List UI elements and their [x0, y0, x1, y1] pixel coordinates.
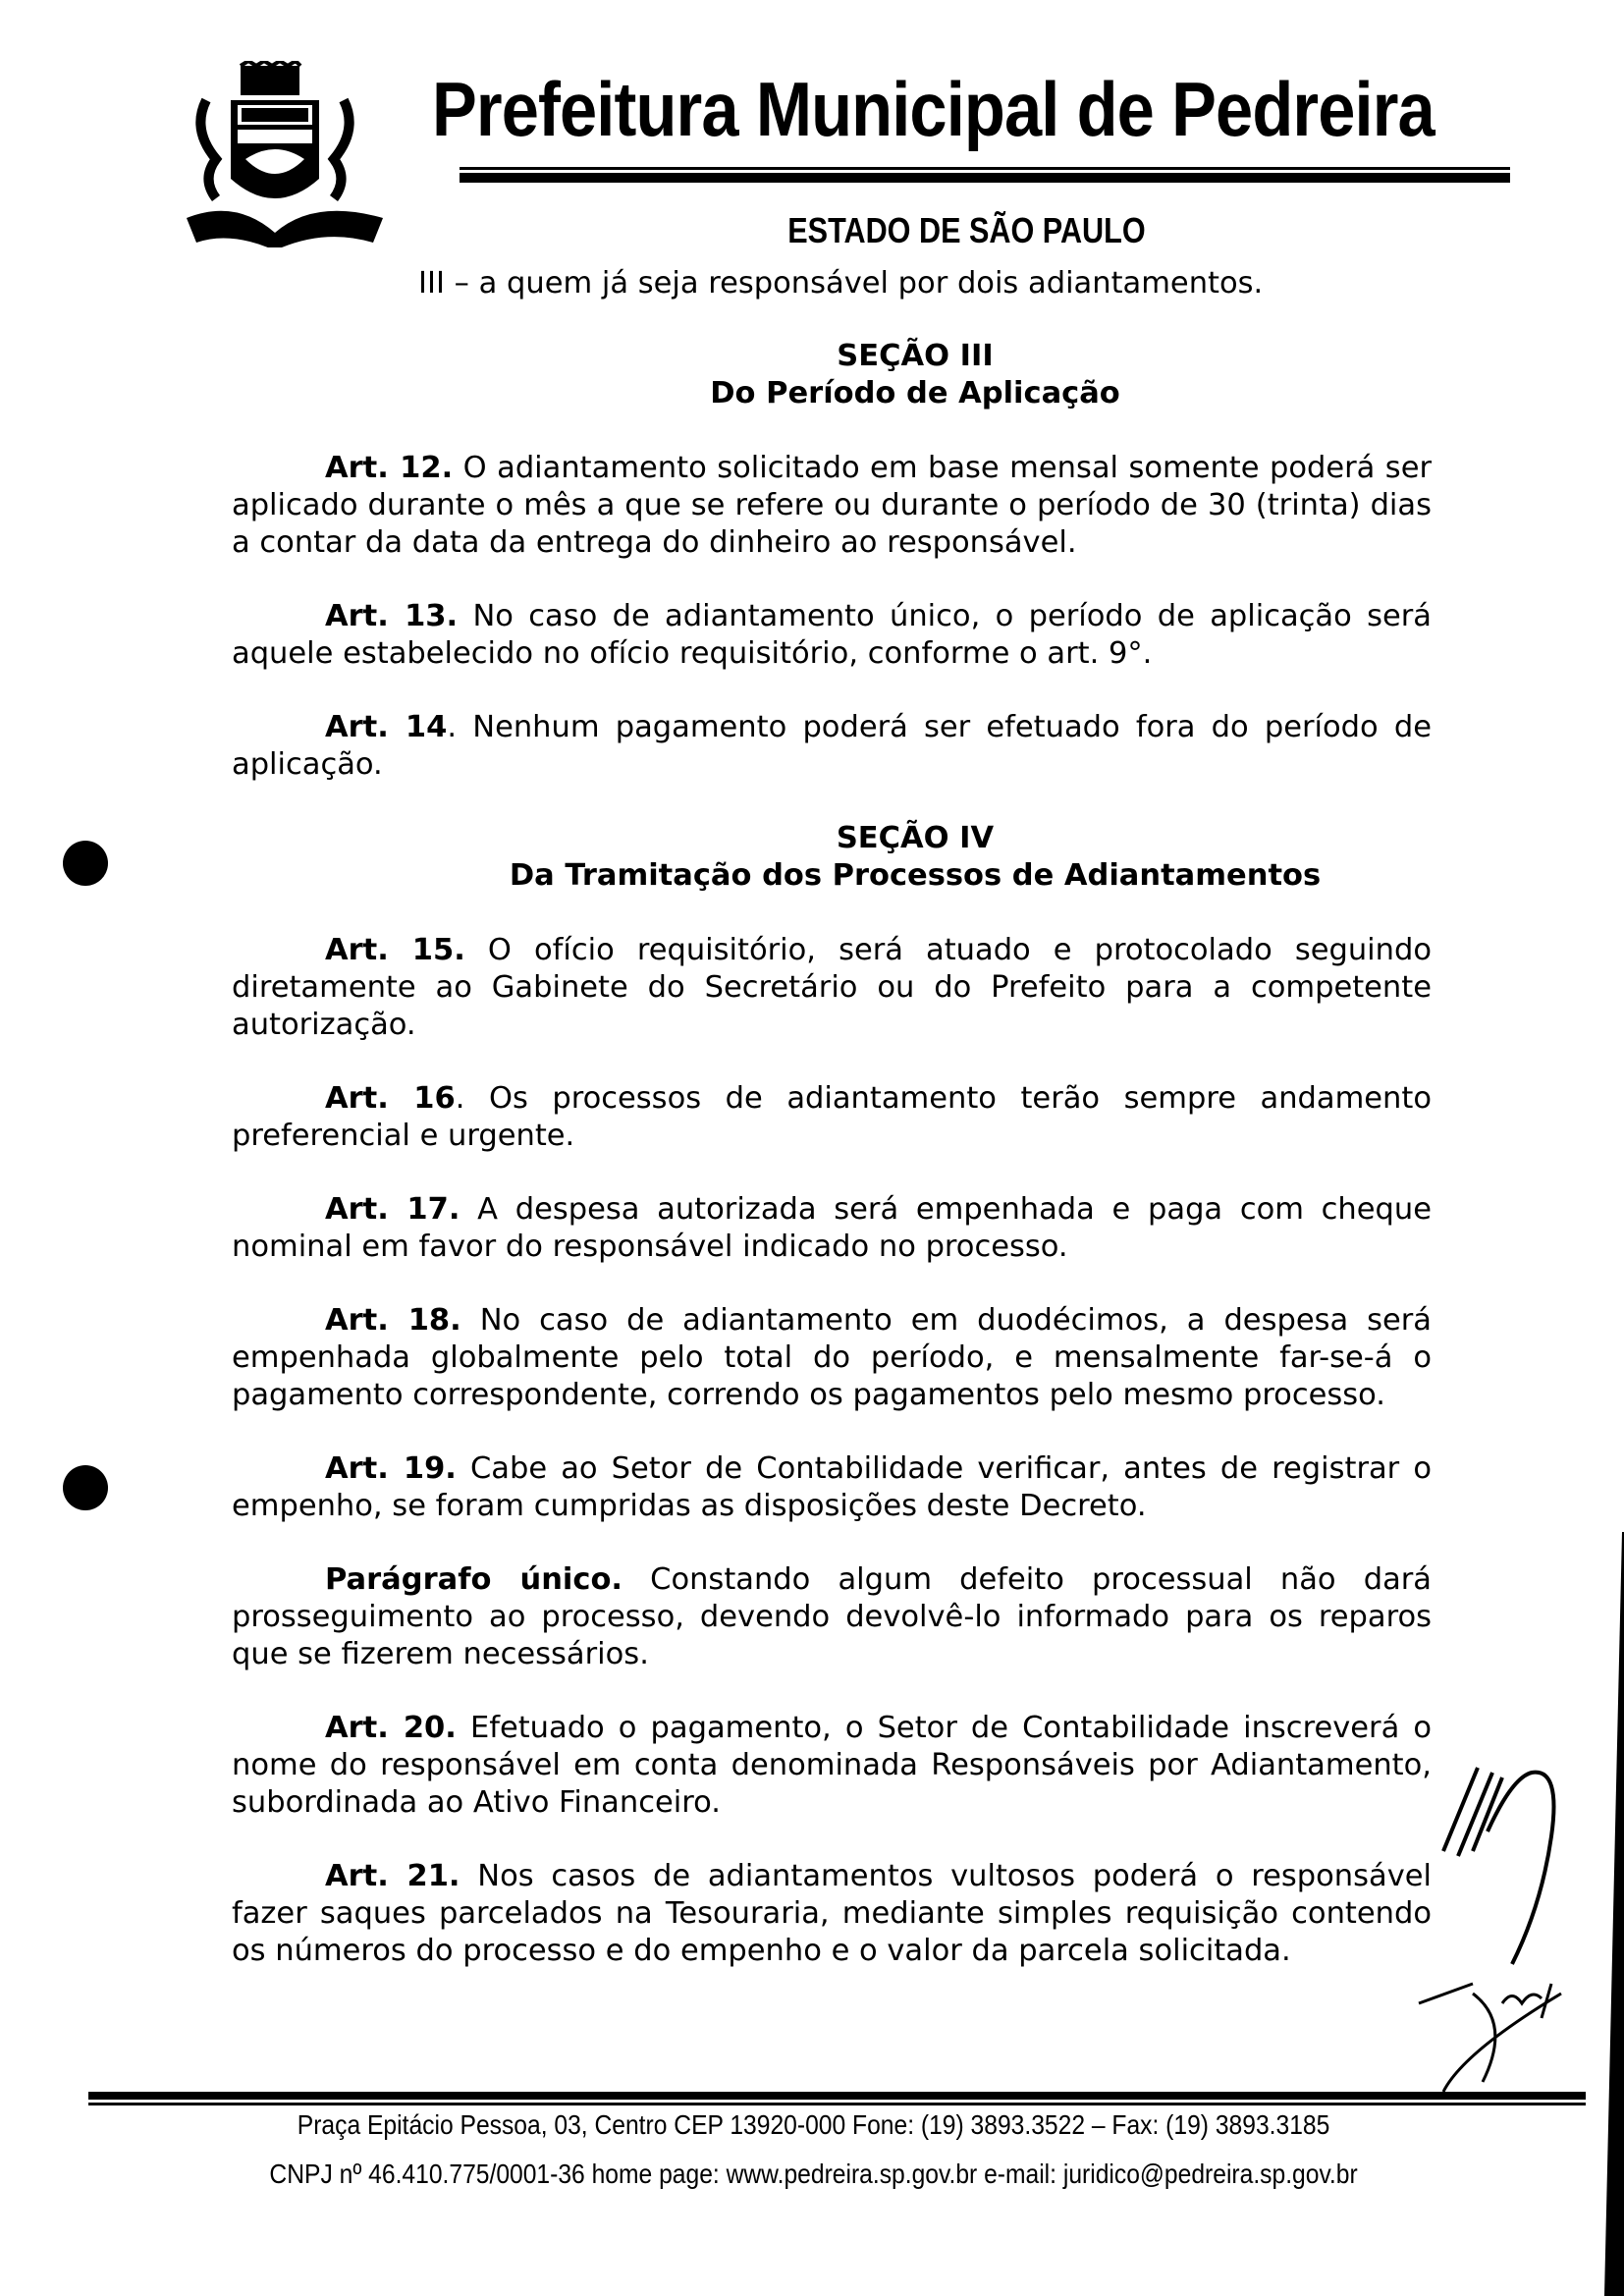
- article-20: [232, 1710, 1432, 1822]
- article-text: No caso de adiantamento único, o período de aplicação será aquele estabelecido no ofício requisitório, conforme o art. 9°.: [232, 599, 1432, 671]
- article-17: [232, 1191, 1432, 1266]
- page-subtitle: [143, 210, 1524, 251]
- footer-divider: [88, 2092, 1586, 2105]
- article-21: [232, 1858, 1432, 1970]
- article-text: Constando algum defeito processual não dará prosseguimento ao processo, devendo devolvê-lo informado para os reparos que se fizerem necessários.: [232, 1562, 1433, 1671]
- section-iv: [232, 820, 1432, 1970]
- page-title: Prefeitura Municipal de Pedreira: [432, 66, 1435, 152]
- footer-contact: CNPJ nº 46.410.775/0001-36 home page: www.pedreira.sp.gov.br e-mail: juridico@pedreira.sp.gov.br: [269, 2159, 1358, 2189]
- article-label: Art. 19.: [325, 1451, 457, 1486]
- document-body: [232, 265, 1432, 2006]
- article-label: Art. 12.: [325, 451, 454, 485]
- list-item-iii: III – a quem já seja responsável por dois adiantamentos.: [418, 266, 1264, 301]
- article-13: [232, 598, 1432, 673]
- paragrafo-unico: [232, 1561, 1432, 1673]
- article-label: Parágrafo único.: [325, 1562, 623, 1597]
- article-15: [232, 932, 1432, 1044]
- signature-mark: [1404, 1758, 1571, 2102]
- article-label: Art. 14: [325, 710, 448, 744]
- article-text: O adiantamento solicitado em base mensal somente poderá ser aplicado durante o mês a que se refere ou durante o período de 30 (trinta) dias a contar da data da entrega do dinheiro ao responsável.: [232, 451, 1432, 560]
- article-label: Art. 17.: [325, 1192, 460, 1227]
- subtitle-text: ESTADO DE SÃO PAULO: [787, 210, 1146, 250]
- article-label: Art. 20.: [325, 1711, 457, 1745]
- hole-punch-mark: [63, 841, 108, 886]
- article-label: Art. 18.: [325, 1303, 461, 1338]
- article-16: [232, 1080, 1432, 1155]
- section-heading: SEÇÃO III: [837, 339, 994, 373]
- hole-punch-mark: [63, 1465, 108, 1510]
- article-label: Art. 15.: [325, 933, 465, 967]
- section-title: Do Período de Aplicação: [710, 376, 1120, 410]
- article-label: Art. 13.: [325, 599, 459, 633]
- article-label: Art. 21.: [325, 1859, 460, 1893]
- section-title: Da Tramitação dos Processos de Adiantamentos: [509, 858, 1322, 893]
- article-text: No caso de adiantamento em duodécimos, a despesa será empenhada globalmente pelo total do período, e mensalmente far-se-á o pagamento correspondente, correndo os pagamentos pelo mesmo processo.: [232, 1303, 1433, 1412]
- section-iii: [232, 338, 1432, 784]
- header-divider: [460, 167, 1510, 183]
- footer-address: Praça Epitácio Pessoa, 03, Centro CEP 13920-000 Fone: (19) 3893.3522 – Fax: (19) 3893.3185: [297, 2109, 1330, 2140]
- article-text: Cabe ao Setor de Contabilidade verificar, antes de registrar o empenho, se foram cumpridas as disposições deste Decreto.: [232, 1451, 1432, 1523]
- article-text: A despesa autorizada será empenhada e paga com cheque nominal em favor do responsável indicado no processo.: [232, 1192, 1432, 1264]
- article-12: [232, 450, 1432, 562]
- article-label: Art. 16: [325, 1081, 456, 1116]
- article-text: . Os processos de adiantamento terão sempre andamento preferencial e urgente.: [232, 1081, 1432, 1153]
- article-text: O ofício requisitório, será atuado e protocolado seguindo diretamente ao Gabinete do Secretário ou do Prefeito para a competente autorização.: [232, 933, 1432, 1042]
- section-heading: SEÇÃO IV: [836, 821, 995, 855]
- scan-edge-shadow: [1585, 1532, 1624, 2296]
- article-text: Nos casos de adiantamentos vultosos poderá o responsável fazer saques parcelados na Tesouraria, mediante simples requisição contendo os números do processo e do empenho e o valor da parcela solicitada.: [232, 1859, 1432, 1968]
- article-text: Efetuado o pagamento, o Setor de Contabilidade inscreverá o nome do responsável em conta denominada Responsáveis por Adiantamento, subordinada ao Ativo Financeiro.: [232, 1711, 1432, 1820]
- article-text: . Nenhum pagamento poderá ser efetuado fora do período de aplicação.: [232, 710, 1432, 782]
- article-19: [232, 1450, 1432, 1525]
- article-18: [232, 1302, 1432, 1414]
- article-14: [232, 709, 1432, 784]
